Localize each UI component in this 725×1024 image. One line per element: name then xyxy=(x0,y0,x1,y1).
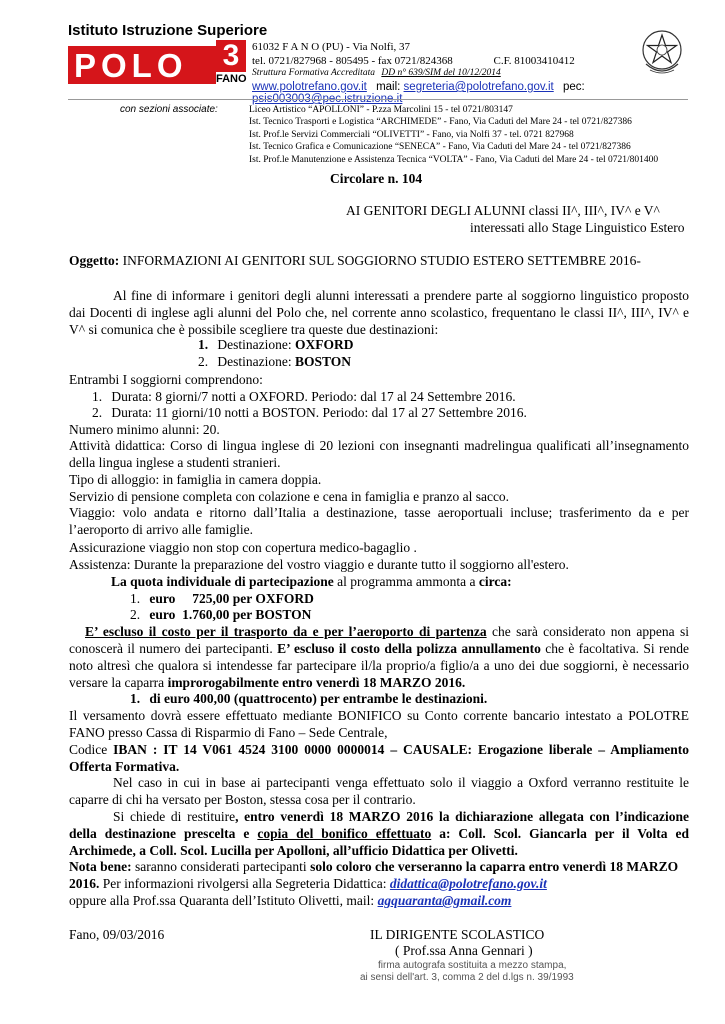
duration-number-2: 2. xyxy=(92,405,103,420)
pec-link[interactable]: psis003003@pec.istruzione.it xyxy=(252,93,403,105)
duration-number-1: 1. xyxy=(92,389,103,404)
section-apolloni: Liceo Artistico “APOLLONI” - P.zza Marcolini 15 - tel 0721/803147 xyxy=(249,105,513,115)
circular-number: Circolare n. 104 xyxy=(330,171,423,186)
subject-text: INFORMAZIONI AI GENITORI SUL SOGGIORNO STUDIO ESTERO SETTEMBRE 2016- xyxy=(122,253,641,268)
excluded-rest-2: che è facoltativa. Si rende noto altresì che qualora si intendesse far partecipare il/la proprio/a figlio/a a uno dei due soggiorni, è necessario versare la caparra xyxy=(69,641,690,690)
excluded-rest-1: che sarà considerato non appena si conoscerà il numero dei partecipanti. xyxy=(69,624,689,656)
fee-text-1: euro 725,00 per OXFORD xyxy=(149,591,314,606)
tax-code: C.F. 81003410412 xyxy=(493,55,575,67)
logo-city: FANO xyxy=(216,73,247,85)
destination-value-1: OXFORD xyxy=(294,337,354,352)
duration-item-2 xyxy=(92,404,527,421)
address-line: 61032 F A N O (PU) - Via Nolfi, 37 xyxy=(252,41,411,53)
deposit-deadline: improrogabilmente entro venerdì 18 MARZO 2016. xyxy=(167,675,466,690)
exclusions-paragraph xyxy=(69,623,689,691)
iban-paragraph xyxy=(69,741,689,775)
subject-label: Oggetto: xyxy=(69,253,120,268)
destination-number-2: 2. xyxy=(198,354,209,369)
phone-line xyxy=(252,55,575,67)
note-bold: solo coloro che verseranno la caparra entro venerdì 18 MARZO 2016. xyxy=(69,859,679,891)
insurance-text: Assicurazione viaggio non stop con copertura medico-bagaglio . xyxy=(69,540,417,555)
activity-text: Attività didattica: Corso di lingua inglese di 20 lezioni con insegnanti madrelingua qualificati all’insegnamento della lingua inglese a studenti stranieri. xyxy=(69,438,689,470)
signature-note-1: firma autografa sostituita a mezzo stampa, xyxy=(378,960,567,971)
fee-text-2: euro 1.760,00 per BOSTON xyxy=(149,607,312,622)
return-bold-2: a: Coll. Scol. Giancarla per il Volta ed Archimede, a Coll. Scol. Lucilla per Apolloni, all’ufficio Didattica per Olivetti. xyxy=(69,826,689,858)
return-bold-1: , entro venerdì 18 MARZO 2016 la dichiarazione allegata con l’indicazione della destinazione prescelta e xyxy=(69,809,690,841)
section-olivetti: Ist. Prof.le Servizi Commerciali “OLIVETTI” - Fano, via Nolfi 37 - tel. 0721 827968 xyxy=(249,129,574,140)
fee-intro-bold: La quota individuale di partecipazione xyxy=(111,574,334,589)
republic-emblem-icon xyxy=(640,24,684,80)
logo-number: 3 xyxy=(216,40,246,72)
oxford-only-paragraph: Nel caso in cui in base ai partecipanti venga effettuato solo il viaggio a Oxford verranno restituite le caparre di chi ha versato per Boston, stessa cosa per il contrario. xyxy=(69,775,689,807)
duration-item-1 xyxy=(92,388,516,405)
mail-label: mail: xyxy=(376,81,401,93)
associated-sections xyxy=(249,104,658,166)
lodging-text: Tipo di alloggio: in famiglia in camera doppia. xyxy=(69,472,322,487)
alternative-contact-text: oppure alla Prof.ssa Quaranta dell’Istituto Olivetti, mail: xyxy=(69,893,378,908)
section-volta: Ist. Prof.le Manutenzione e Assistenza Tecnica “VOLTA” - Fano, Via Caduti del Mare 24 - tel 0721/801400 xyxy=(249,154,659,165)
intro-paragraph: Al fine di informare i genitori degli alunni interessati a prendere parte al soggiorno linguistico proposto dai Docenti di inglese agli alunni del Polo che, nel corrente anno scolastico, frequentano le classi II^, III^, IV^ e V^ si comunica che è possibile scegliere tra queste due destinazioni: xyxy=(69,288,689,337)
accreditation-prefix: Struttura Formativa Accreditata xyxy=(252,68,375,78)
destination-label-1: Destinazione: xyxy=(217,337,292,352)
website-link[interactable]: www.polotrefano.gov.it xyxy=(252,81,367,93)
logo-polo-text: POLO xyxy=(74,47,188,84)
quaranta-email-link[interactable]: agquaranta@gmail.com xyxy=(377,893,512,908)
destination-number-1: 1. xyxy=(198,337,209,352)
duration-text-2: Durata: 11 giorni/10 notti a BOSTON. Periodo: dal 17 al 27 Settembre 2016. xyxy=(111,405,527,420)
return-bold-underlined: copia del bonifico effettuato xyxy=(257,826,432,841)
fee-intro-circa: circa: xyxy=(478,574,512,589)
both-include: Entrambi I soggiorni comprendono: xyxy=(69,372,263,387)
header-divider xyxy=(68,99,688,100)
signature-note-2: ai sensi dell'art. 3, comma 2 del d.lgs n. 39/1993 xyxy=(360,972,574,983)
payment-text: Il versamento dovrà essere effettuato mediante BONIFICO su Conto corrente bancario intestato a POLOTRE FANO presso Cassa di Risparmio di Fano – Sede Centrale, xyxy=(69,708,689,740)
place-date: Fano, 09/03/2016 xyxy=(69,927,165,942)
recipients-line-1: AI GENITORI DEGLI ALUNNI classi II^, III^, IV^ e V^ xyxy=(346,203,660,218)
fee-number-2: 2. xyxy=(130,607,141,622)
note-paragraph xyxy=(69,858,694,892)
return-paragraph xyxy=(69,808,689,859)
destination-value-2: BOSTON xyxy=(294,354,352,369)
min-students: Numero minimo alunni: 20. xyxy=(69,422,220,437)
note-label: Nota bene: xyxy=(69,859,132,874)
sections-label: con sezioni associate: xyxy=(120,104,218,115)
fee-intro xyxy=(111,573,512,590)
institute-name: Istituto Istruzione Superiore xyxy=(68,22,268,39)
accreditation-line xyxy=(252,68,501,78)
fee-number-1: 1. xyxy=(130,591,141,606)
iban-text: IBAN : IT 14 V061 4524 3100 0000 0000014 – CAUSALE: Erogazione liberale – Ampliamento Offerta Formativa. xyxy=(69,742,689,774)
principal-role: IL DIRIGENTE SCOLASTICO xyxy=(370,927,545,942)
principal-name: ( Prof.ssa Anna Gennari ) xyxy=(395,943,533,958)
assistance-text: Assistenza: Durante la preparazione del vostro viaggio e durante tutto il soggiorno all'estero. xyxy=(69,557,569,572)
fee-item-2 xyxy=(130,606,311,623)
destination-item-1 xyxy=(198,336,353,353)
return-prefix: Si chiede di restituire xyxy=(113,809,236,824)
mail-link[interactable]: segreteria@polotrefano.gov.it xyxy=(403,81,554,93)
board-text: Servizio di pensione completa con colazione e cena in famiglia e pranzo al sacco. xyxy=(69,489,510,504)
note-info: Per informazioni rivolgersi alla Segreteria Didattica: xyxy=(99,876,390,891)
iban-prefix: Codice xyxy=(69,742,114,757)
section-archimede: Ist. Tecnico Trasporti e Logistica “ARCHIMEDE” - Fano, Via Caduti del Mare 24 - tel 0721/827386 xyxy=(249,117,632,128)
policy-excluded: E’ escluso il costo della polizza annullamento xyxy=(277,641,541,656)
alternative-contact xyxy=(69,892,511,909)
fee-intro-mid: al programma ammonta a xyxy=(333,574,479,589)
destination-label-2: Destinazione: xyxy=(217,354,292,369)
fee-item-1 xyxy=(130,590,314,607)
subject-line xyxy=(69,252,641,269)
section-seneca: Ist. Tecnico Grafica e Comunicazione “SENECA” - Fano, Via Caduti del Mare 24 - tel 0721/827386 xyxy=(249,142,631,153)
destination-item-2 xyxy=(198,353,351,370)
pec-label: pec: xyxy=(562,81,585,93)
transport-excluded: E’ escluso il costo per il trasporto da e per l’aeroporto di partenza xyxy=(85,624,487,639)
phone-numbers: tel. 0721/827968 - 805495 - fax 0721/824368 xyxy=(252,55,453,67)
note-mid: saranno considerati partecipanti xyxy=(131,859,311,874)
deposit-text: di euro 400,00 (quattrocento) per entrambe le destinazioni. xyxy=(149,691,488,706)
deposit-number: 1. xyxy=(130,691,141,706)
travel-text: Viaggio: volo andata e ritorno dall’Italia a destinazione, tasse aeroportuali incluse; trasferimento da e per l’aeroporto di arrivo alle famiglie. xyxy=(69,505,689,537)
accreditation-decree: DD n° 639/SIM del 10/12/2014 xyxy=(381,68,501,78)
deposit-item xyxy=(130,690,487,707)
didattica-email-link[interactable]: didattica@polotrefano.gov.it xyxy=(389,876,547,891)
duration-text-1: Durata: 8 giorni/7 notti a OXFORD. Periodo: dal 17 al 24 Settembre 2016. xyxy=(111,389,516,404)
contact-line xyxy=(252,81,725,105)
recipients-line-2: interessati allo Stage Linguistico Estero xyxy=(470,220,685,235)
